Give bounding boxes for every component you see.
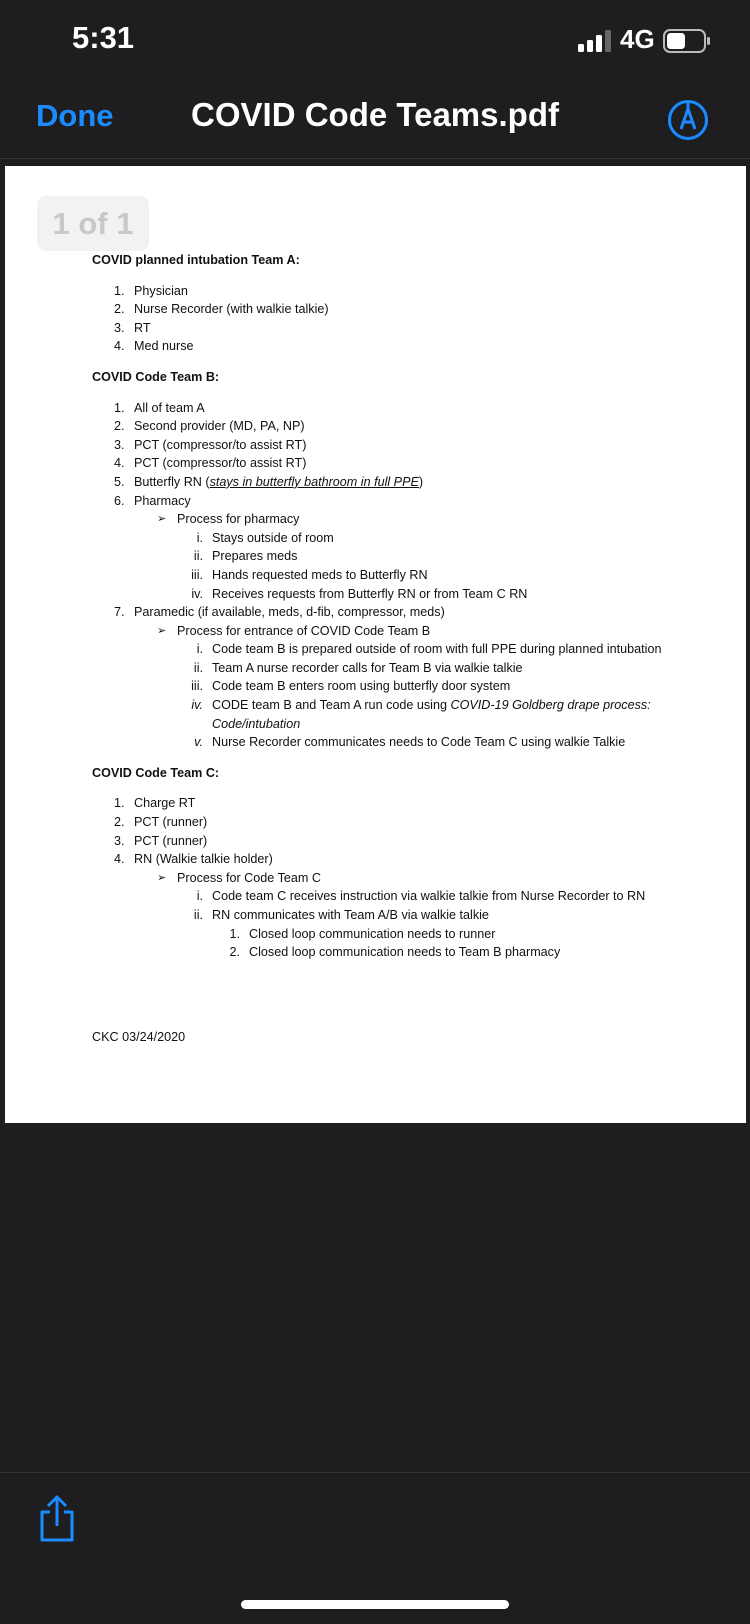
signal-icon <box>578 30 614 52</box>
list-item: 1. Closed loop communication needs to runner <box>229 926 496 941</box>
list-item: 4. RN (Walkie talkie holder) <box>114 852 273 867</box>
markup-pen-icon[interactable] <box>667 99 709 141</box>
page-indicator: 1 of 1 <box>37 196 149 251</box>
list-item: 1. All of team A <box>114 400 205 415</box>
list-item: 3. PCT (compressor/to assist RT) <box>114 437 307 452</box>
list-item: iv. CODE team B and Team A run code using COVID-19 Goldberg drape process: Code/intubation <box>191 698 651 731</box>
home-indicator[interactable] <box>241 1600 509 1609</box>
document-title: COVID Code Teams.pdf <box>191 96 559 133</box>
list-item: iv. Receives requests from Butterfly RN or from Team C RN <box>191 586 528 601</box>
list-item: 2. Closed loop communication needs to Team B pharmacy <box>229 945 561 960</box>
sub-bullet: ➢ Process for entrance of COVID Code Team B <box>157 623 431 638</box>
network-type: 4G <box>620 24 655 54</box>
list-item: iii. Code team B enters room using butterfly door system <box>191 679 511 694</box>
done-button[interactable]: Done <box>36 98 114 133</box>
sub-bullet: ➢ Process for pharmacy <box>157 512 300 527</box>
team-c-heading: COVID Code Team C: <box>92 765 220 780</box>
list-item: 1. Physician <box>114 283 188 298</box>
list-item: 1. Charge RT <box>114 796 196 811</box>
list-item: i. Code team C receives instruction via walkie talkie from Nurse Recorder to RN <box>196 889 646 904</box>
list-item: 2. PCT (runner) <box>114 815 208 830</box>
list-item: 6. Pharmacy <box>114 493 191 508</box>
list-item: v. Nurse Recorder communicates needs to Code Team C using walkie Talkie <box>194 735 626 750</box>
navigation-bar <box>0 80 750 159</box>
share-icon[interactable] <box>37 1495 77 1543</box>
battery-icon <box>663 29 711 53</box>
team-a-heading: COVID planned intubation Team A: <box>92 253 300 267</box>
sub-bullet: ➢ Process for Code Team C <box>157 870 321 885</box>
document-content <box>92 251 732 1046</box>
list-item: 4. PCT (compressor/to assist RT) <box>114 456 307 471</box>
list-item: ii. Prepares meds <box>193 549 298 564</box>
list-item: 7. Paramedic (if available, meds, d-fib, compressor, meds) <box>114 605 445 620</box>
list-item: i. Stays outside of room <box>196 530 334 545</box>
list-item: 5. Butterfly RN (stays in butterfly bathroom in full PPE) <box>114 474 424 489</box>
list-item: ii. RN communicates with Team A/B via walkie talkie <box>193 908 489 922</box>
status-time: 5:31 <box>72 20 135 55</box>
list-item: iii. Hands requested meds to Butterfly RN <box>191 567 428 582</box>
list-item: 3. PCT (runner) <box>114 833 208 848</box>
list-item: 4. Med nurse <box>114 339 194 354</box>
list-item: 3. RT <box>114 320 151 335</box>
list-item: ii. Team A nurse recorder calls for Team B via walkie talkie <box>193 660 523 675</box>
list-item: i. Code team B is prepared outside of room with full PPE during planned intubation <box>196 642 662 657</box>
status-bar <box>0 0 750 80</box>
pdf-page[interactable] <box>5 166 746 1123</box>
document-footer: CKC 03/24/2020 <box>92 1029 186 1044</box>
list-item: 2. Nurse Recorder (with walkie talkie) <box>114 302 329 317</box>
team-b-heading: COVID Code Team B: <box>92 369 220 384</box>
list-item: 2. Second provider (MD, PA, NP) <box>114 419 305 434</box>
